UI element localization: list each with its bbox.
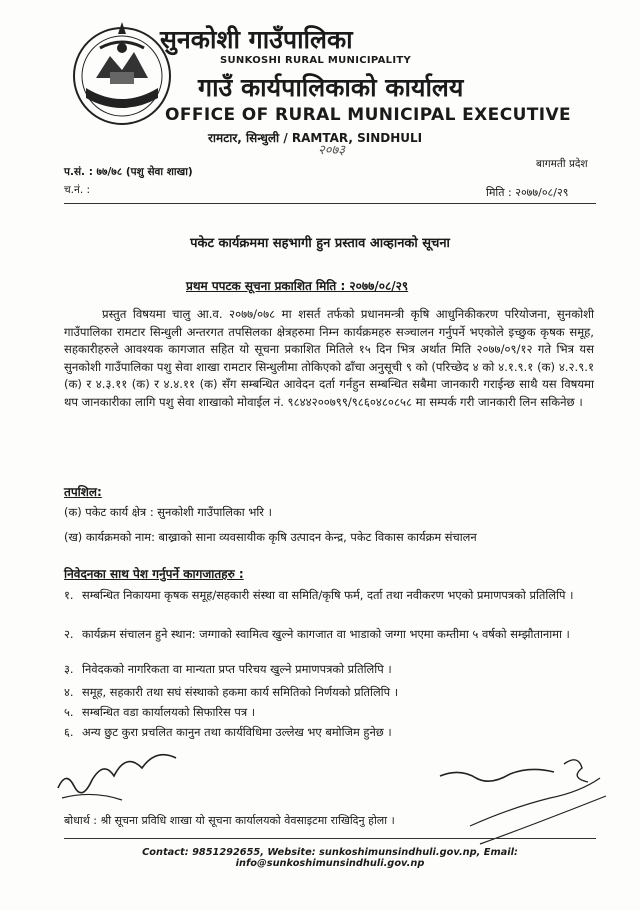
- office-address: रामटार, सिन्धुली / RAMTAR, SINDHULI: [208, 131, 423, 145]
- document-item: [64, 661, 604, 678]
- municipality-title-np: सुनकोशी गाउँपालिका: [160, 25, 353, 54]
- detail-item-ka: (क) पकेट कार्य क्षेत्र : सुनकोशी गाउँपालिका भरि ।: [64, 505, 272, 519]
- footnote: बोधार्थ : श्री सूचना प्रविधि शाखा यो सूचना कार्यालयको वेवसाइटमा राखिदिनु होला ।: [64, 814, 395, 827]
- office-title-np: गाउँ कार्यपालिकाको कार्यालय: [198, 73, 464, 102]
- province-label: बागमती प्रदेश: [536, 158, 588, 170]
- left-signature: [52, 740, 192, 810]
- municipality-title-en: SUNKOSHI RURAL MUNICIPALITY: [220, 55, 412, 66]
- document-item: [64, 704, 604, 721]
- notice-title: पकेट कार्यक्रममा सहभागी हुन प्रस्ताव आव्हानको सूचना: [190, 236, 450, 251]
- document-item: [64, 587, 604, 604]
- office-title-en: OFFICE OF RURAL MUNICIPAL EXECUTIVE: [165, 105, 572, 125]
- document-item: [64, 626, 604, 643]
- document-item-number: १.: [64, 588, 74, 602]
- document-item-number: ३.: [64, 662, 74, 676]
- document-item: [64, 724, 604, 741]
- first-published-date: प्रथम पपटक सूचना प्रकाशित मिति : २०७७/०८/२९: [186, 279, 409, 293]
- footer-divider: [64, 838, 596, 839]
- document-item-number: ४.: [64, 685, 74, 699]
- document-item-number: ५.: [64, 705, 74, 719]
- document-item: [64, 684, 604, 701]
- detail-item-kha: (ख) कार्यक्रमको नाम: बाख्राको साना व्यवसायीक कृषि उत्पादन केन्द्र, पकेट विकास कार्यक्रम संचालन: [64, 530, 477, 544]
- reference-number: प.सं. : ७७/७८ (पशु सेवा शाखा): [64, 166, 193, 178]
- dispatch-number: च.नं. :: [64, 184, 91, 196]
- notice-body: प्रस्तुत विषयमा चालु आ.व. २०७७/०७८ मा शसर्त तर्फको प्रधानमन्त्री कृषि आधुनिकीकरण परियोजना, सुनकोशी गाउँपालिका रामटार सिन्धुली अन्तरगत तपसिलका क्षेत्रहरुमा निम्न कार्यक्रमहरु सञ्चालन गर्नुपर्ने भएकोले इच्छुक कृषक समूह, सहकारीहरुले आवश्यक कागजात सहित यो सूचना प्रकाशित मितिले १५ दिन भित्र अर्थात मिति २०७७/०९/१२ गते भित्र यस सुनकोशी गाउँपालिका पशु सेवा शाखा रामटार सिन्धुलीमा तोकिएको ढाँचा अनुसूची ९ को (परिच्छेद ४ को ४.१.९.१ (क) ४.२.९.१ (क) र ४.३.११ (क) र ४.४.११ (क) सँग सम्बन्धित आवेदन दर्ता गर्नहुन सम्बन्धित सबैमा जानकारी गराईन्छ साथै यस विषयमा थप जानकारीका लागि पशु सेवा शाखाको मोवाईल नं. ९८४४२००७९९/९८६०४८०८५८ मा सम्पर्क गरी जानकारी लिन सकिनेछ ।: [64, 307, 594, 409]
- document-item-text: कार्यक्रम संचालन हुने स्थान: जग्गाको स्वामित्व खुल्ने कागजात वा भाडाको जग्गा भएमा कम्तीमा ५ वर्षको सम्झौतानामा ।: [82, 627, 570, 641]
- letter-date: मिति : २०७७/०८/२९: [486, 186, 569, 199]
- document-item-text: सम्बन्धित वडा कार्यालयको सिफारिस पत्र ।: [82, 705, 256, 719]
- document-item-number: ६.: [64, 725, 74, 739]
- document-item-text: समूह, सहकारी तथा सघं संस्थाको हकमा कार्य समितिको निर्णयको प्रतिलिपि ।: [82, 685, 399, 699]
- document-item-text: अन्य छुट कुरा प्रचलित कानुन तथा कार्यविधिमा उल्लेख भए बमोजिम हुनेछ ।: [82, 725, 392, 739]
- document-item-text: निवेदकको नागरिकता वा मान्यता प्रप्त परिचय खुल्ने प्रमाणपत्रको प्रतिलिपि ।: [82, 662, 392, 676]
- document-item-number: २.: [64, 627, 74, 641]
- document-item-text: सम्बन्धित निकायमा कृषक समूह/सहकारी संस्था वा समिति/कृषि फर्म, दर्ता तथा नवीकरण भएको प्रमाणपत्रको प्रतिलिपि ।: [82, 588, 574, 602]
- documents-title: निवेदनका साथ पेश गर्नुपर्ने कागजातहरु :: [64, 567, 244, 581]
- year-stamp: २०७३: [318, 143, 346, 158]
- right-signature: [430, 748, 610, 848]
- header-divider: [64, 203, 596, 204]
- footer-contact: Contact: 9851292655, Website: sunkoshimunsindhuli.gov.np, Email: info@sunkoshimunsindhuli.gov.np: [142, 847, 518, 869]
- details-title: तपशिल:: [64, 485, 102, 499]
